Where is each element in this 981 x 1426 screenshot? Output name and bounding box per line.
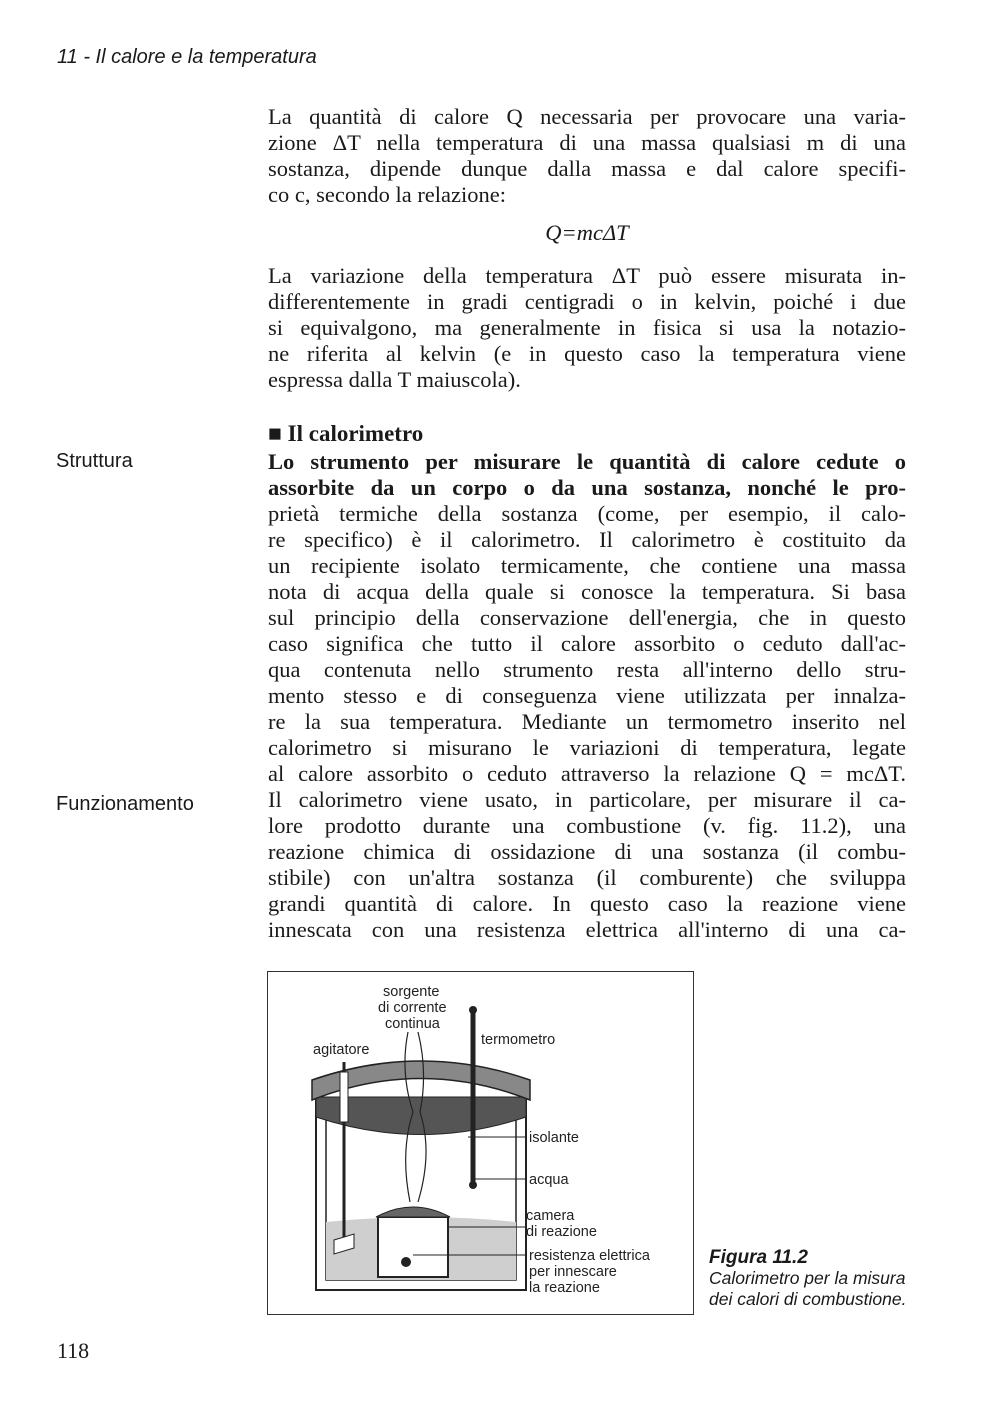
- label-sorgente: continua: [385, 1016, 440, 1032]
- label-agitatore: agitatore: [313, 1042, 370, 1058]
- text-line: sostanza, dipende dunque dalla massa e dal calore specifi-: [268, 156, 906, 181]
- label-resistenza: resistenza elettrica: [529, 1248, 650, 1264]
- text-line: nota di acqua della quale si conosce la temperatura. Si basa: [268, 579, 906, 604]
- reaction-chamber: [378, 1217, 448, 1277]
- label-resistenza: per innescare: [529, 1264, 617, 1280]
- sample: [401, 1257, 411, 1267]
- label-camera: di reazione: [526, 1224, 597, 1240]
- text-line: re specifico) è il calorimetro. Il calorimetro è costituito da: [268, 527, 906, 552]
- text-line: calorimetro si misurano le variazioni di temperatura, legate: [268, 735, 906, 760]
- text-line: re la sua temperatura. Mediante un termometro inserito nel: [268, 709, 906, 734]
- text-line: si equivalgono, ma generalmente in fisica si usa la notazio-: [268, 315, 906, 340]
- text-line: Lo strumento per misurare le quantità di calore cedute o: [268, 449, 906, 474]
- thermometer-bulb: [469, 1181, 477, 1189]
- caption-line: Calorimetro per la misura: [709, 1268, 906, 1288]
- label-acqua: acqua: [529, 1172, 569, 1188]
- label-camera: camera: [526, 1208, 575, 1224]
- text-line: mento stesso e di conseguenza viene utilizzata per innalza-: [268, 683, 906, 708]
- running-head: 11 - Il calore e la temperatura: [57, 46, 317, 68]
- formula: Q=mcΔT: [545, 220, 629, 245]
- text-line: assorbite da un corpo o da una sostanza, nonché le pro-: [268, 475, 906, 500]
- calorimeter-diagram: [268, 972, 693, 1314]
- page-number: 118: [57, 1338, 90, 1363]
- figure-caption: [709, 1247, 929, 1310]
- text-line: al calore assorbito o ceduto attraverso la relazione Q = mcΔT.: [268, 761, 906, 786]
- text-line: sul principio della conservazione dell'energia, che in questo: [268, 605, 906, 630]
- paragraph-1: [268, 104, 906, 208]
- text-line: Il calorimetro viene usato, in particolare, per misurare il ca-: [268, 787, 906, 812]
- text-line: La quantità di calore Q necessaria per provocare una varia-: [268, 104, 906, 129]
- text-line: grandi quantità di calore. In questo caso la reazione viene: [268, 891, 906, 916]
- caption-title: Figura 11.2: [709, 1247, 808, 1268]
- label-isolante: isolante: [529, 1130, 579, 1146]
- text-line: qua contenuta nello strumento resta all'interno dello stru-: [268, 657, 906, 682]
- text-line: innescata con una resistenza elettrica all'interno di una ca-: [268, 917, 906, 942]
- text-line: zione ΔT nella temperatura di una massa qualsiasi m di una: [268, 130, 906, 155]
- margin-label-struttura: Struttura: [56, 450, 133, 472]
- paragraph-3: [268, 449, 906, 787]
- text-line: espressa dalla T maiuscola).: [268, 367, 521, 392]
- text-line: caso significa che tutto il calore assorbito o ceduto dall'ac-: [268, 631, 906, 656]
- text-line: La variazione della temperatura ΔT può essere misurata in-: [268, 263, 906, 288]
- thermometer-cap: [469, 1006, 477, 1014]
- text-line: prietà termiche della sostanza (come, per esempio, il calo-: [268, 501, 906, 526]
- text-line: stibile) con un'altra sostanza (il comburente) che sviluppa: [268, 865, 906, 890]
- chamber-lid: [376, 1207, 450, 1217]
- label-sorgente: di corrente: [378, 1000, 447, 1016]
- caption-line: dei calori di combustione.: [709, 1289, 907, 1309]
- text-line: reazione chimica di ossidazione di una sostanza (il combu-: [268, 839, 906, 864]
- label-termometro: termometro: [481, 1032, 556, 1048]
- margin-label-funzionamento: Funzionamento: [56, 793, 194, 815]
- section-heading: ■ Il calorimetro: [268, 421, 424, 446]
- paragraph-2: [268, 263, 906, 393]
- agitator-handle: [340, 1072, 348, 1122]
- figure-calorimeter: [267, 971, 694, 1315]
- text-line: un recipiente isolato termicamente, che contiene una massa: [268, 553, 906, 578]
- label-sorgente: sorgente: [383, 984, 440, 1000]
- text-line: differentemente in gradi centigradi o in kelvin, poiché i due: [268, 289, 906, 314]
- text-line: ne riferita al kelvin (e in questo caso la temperatura viene: [268, 341, 906, 366]
- paragraph-4: [268, 787, 906, 943]
- text-line: co c, secondo la relazione:: [268, 182, 507, 207]
- label-resistenza: la reazione: [529, 1280, 600, 1296]
- text-line: lore prodotto durante una combustione (v. fig. 11.2), una: [268, 813, 906, 838]
